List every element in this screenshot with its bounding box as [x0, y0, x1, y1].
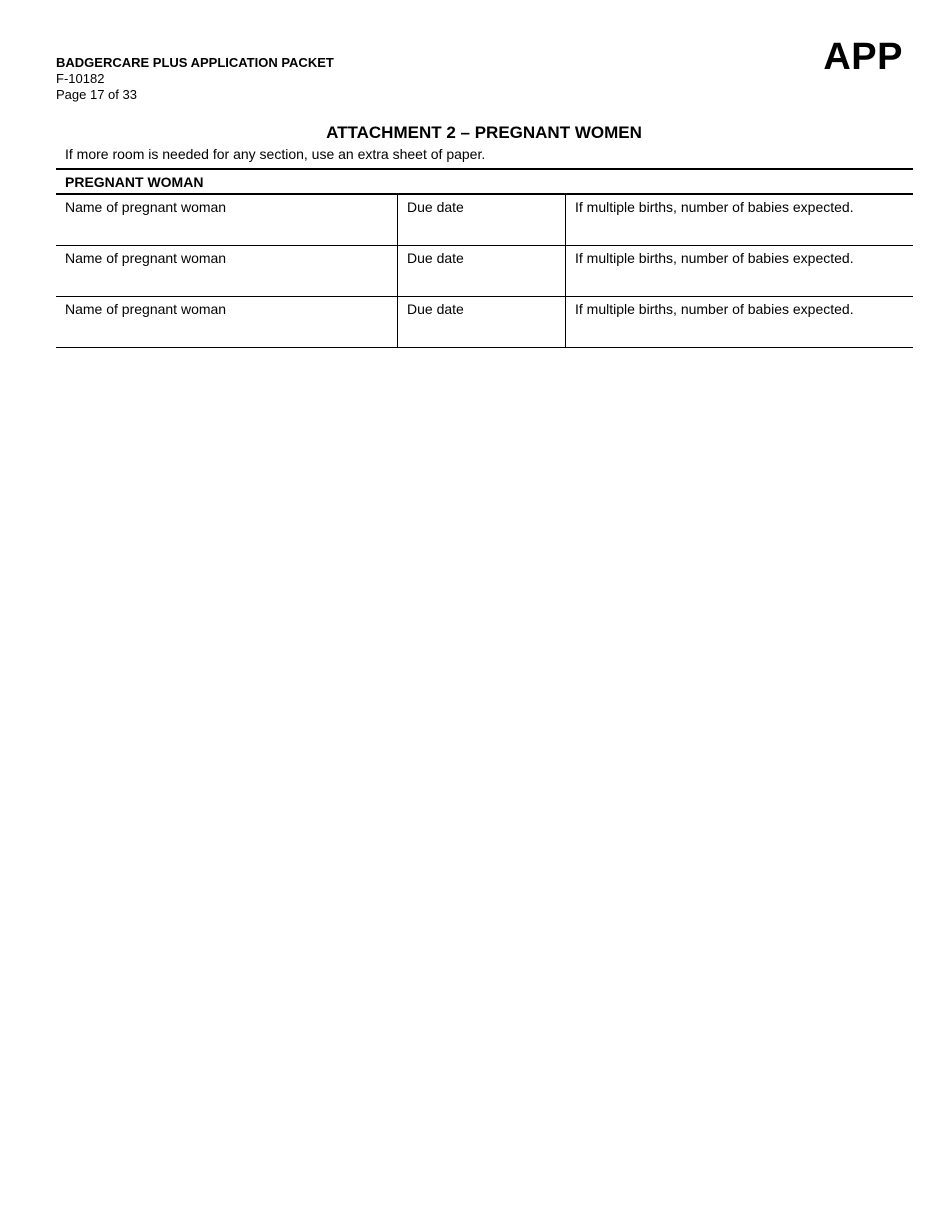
due-date-field[interactable] [397, 195, 565, 245]
due-date-field[interactable] [397, 297, 565, 347]
pregnant-woman-row [56, 297, 913, 348]
due-date-field[interactable] [397, 246, 565, 296]
babies-expected-field[interactable] [565, 195, 913, 245]
name-field[interactable] [56, 246, 397, 296]
instruction-text: If more room is needed for any section, use an extra sheet of paper. [65, 146, 486, 162]
app-mark: APP [823, 36, 903, 78]
pregnant-woman-row [56, 246, 913, 297]
attachment-title: ATTACHMENT 2 – PREGNANT WOMEN [326, 123, 642, 142]
packet-title: BADGERCARE PLUS APPLICATION PACKET [56, 55, 334, 70]
name-field-label: Name of pregnant woman [65, 199, 227, 215]
pregnant-woman-table [56, 168, 913, 348]
babies-expected-field[interactable] [565, 246, 913, 296]
babies-expected-field-label: If multiple births, number of babies expected. [575, 199, 854, 215]
document-header [56, 55, 334, 103]
due-date-field-label: Due date [407, 301, 464, 317]
form-number: F-10182 [56, 71, 105, 86]
name-field[interactable] [56, 297, 397, 347]
due-date-field-label: Due date [407, 199, 464, 215]
due-date-field-label: Due date [407, 250, 464, 266]
babies-expected-field-label: If multiple births, number of babies expected. [575, 301, 854, 317]
pregnant-woman-row [56, 195, 913, 246]
name-field-label: Name of pregnant woman [65, 250, 227, 266]
babies-expected-field[interactable] [565, 297, 913, 347]
babies-expected-field-label: If multiple births, number of babies expected. [575, 250, 854, 266]
name-field-label: Name of pregnant woman [65, 301, 227, 317]
name-field[interactable] [56, 195, 397, 245]
section-heading: PREGNANT WOMAN [56, 170, 913, 195]
page-number: Page 17 of 33 [56, 87, 137, 102]
